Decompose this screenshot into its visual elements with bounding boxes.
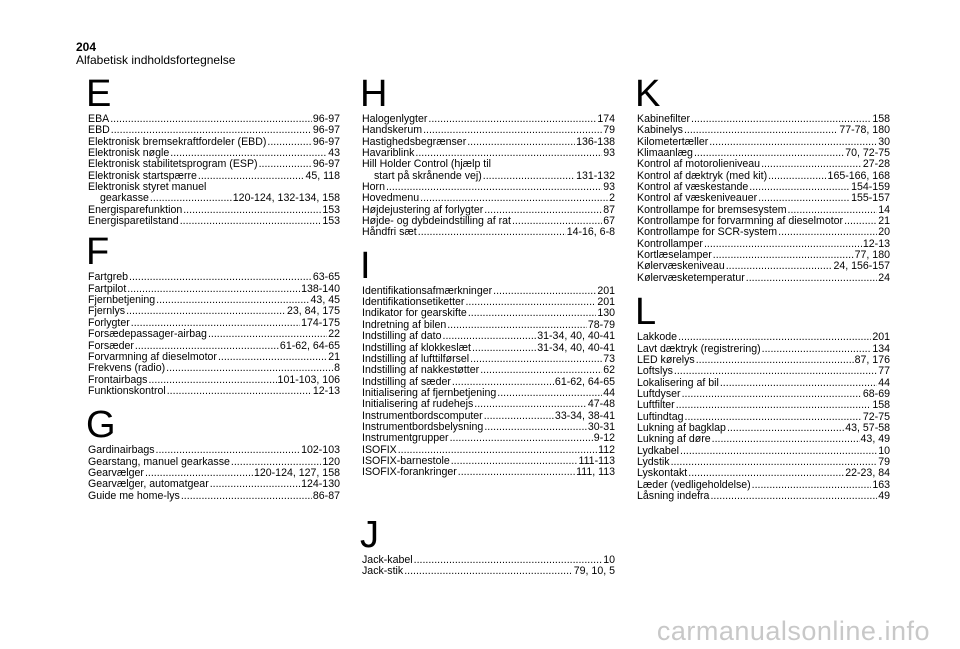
leader-dots xyxy=(712,434,860,445)
entry-pages: 12-13 xyxy=(312,384,340,397)
entry-pages: 43 xyxy=(328,147,340,160)
index-entry xyxy=(637,125,890,136)
entry-list xyxy=(362,286,615,479)
entry-text: gearkasse xyxy=(100,192,149,205)
index-entry xyxy=(88,125,340,136)
entry-text: Initialisering af rudehejs xyxy=(362,398,474,411)
entry-pages: 120-124, 127, 158 xyxy=(253,466,340,479)
leader-dots xyxy=(497,388,602,399)
entry-pages: 130 xyxy=(597,307,615,320)
index-entry xyxy=(88,491,340,502)
index-entry xyxy=(88,479,340,490)
entry-text: ISOFIX-forankringer xyxy=(362,466,457,479)
leader-dots xyxy=(467,137,575,148)
entry-list xyxy=(88,445,340,502)
leader-dots xyxy=(676,400,872,411)
entry-text: Indstilling af dato xyxy=(362,330,442,343)
leader-dots xyxy=(480,365,602,376)
leader-dots xyxy=(423,125,602,136)
entry-pages: 174 xyxy=(597,113,615,125)
entry-list xyxy=(88,114,340,227)
entry-pages: 120 xyxy=(322,455,340,468)
entry-text: Kabinefilter xyxy=(637,113,690,125)
leader-dots xyxy=(484,411,554,422)
leader-dots xyxy=(483,171,575,182)
entry-text: Lukning af døre xyxy=(637,433,711,446)
entry-text: Frontairbags xyxy=(88,373,148,386)
entry-pages: 31-34, 40, 40-41 xyxy=(537,330,615,343)
entry-pages: 96-97 xyxy=(312,158,340,171)
leader-dots xyxy=(110,114,312,125)
index-section-g xyxy=(86,404,340,502)
entry-text: Instrumentgrupper xyxy=(362,432,449,445)
entry-pages: 163 xyxy=(872,478,890,491)
entry-pages: 120-124, 132-134, 158 xyxy=(232,192,340,205)
leader-dots xyxy=(696,355,854,366)
leader-dots xyxy=(465,297,596,308)
entry-text: Kilometertæller xyxy=(637,135,709,148)
index-entry xyxy=(637,400,890,411)
entry-pages: 165-166, 168 xyxy=(827,169,890,182)
entry-pages: 124-130 xyxy=(301,478,340,491)
entry-pages: 101-103, 106 xyxy=(277,373,340,386)
entry-text: LED kørelys xyxy=(637,353,695,366)
entry-text: Kontrollampe for SCR-system xyxy=(637,226,778,239)
leader-dots xyxy=(720,378,877,389)
entry-pages: 158 xyxy=(872,113,890,125)
entry-pages: 31-34, 40, 40-41 xyxy=(537,341,615,354)
leader-dots xyxy=(752,480,872,491)
entry-text: Fjernlys xyxy=(88,305,126,318)
entry-pages: 111, 113 xyxy=(576,466,615,479)
entry-text: Kontrollamper xyxy=(637,237,703,250)
entry-list xyxy=(637,332,890,502)
entry-pages: 20 xyxy=(878,226,890,239)
entry-text: Gardinairbags xyxy=(88,444,155,457)
entry-text: Jack-kabel xyxy=(362,553,413,566)
entry-text: Klimaanlæg xyxy=(637,147,693,160)
index-entry xyxy=(362,365,615,376)
entry-pages: 10 xyxy=(878,444,890,457)
entry-list xyxy=(88,272,340,397)
entry-pages: 12-13 xyxy=(862,237,890,250)
leader-dots xyxy=(727,423,844,434)
entry-text: Gearstang, manuel gearkasse xyxy=(88,455,230,468)
index-entry xyxy=(362,467,615,478)
entry-text: Lydstik xyxy=(637,455,670,468)
entry-pages: 134 xyxy=(872,342,890,355)
entry-pages: 87 xyxy=(603,203,615,216)
entry-pages: 43, 57-58 xyxy=(845,421,890,434)
entry-pages: 14 xyxy=(878,203,890,216)
entry-pages: 43, 45 xyxy=(310,294,340,307)
entry-pages: 63-65 xyxy=(312,271,340,284)
entry-text: Elektronisk nøgle xyxy=(88,147,170,160)
entry-pages: 112 xyxy=(598,443,615,456)
page-header xyxy=(76,41,235,67)
entry-pages: 49 xyxy=(878,489,890,502)
index-entry xyxy=(362,331,615,342)
entry-pages: 78-79 xyxy=(587,318,615,331)
entry-text: start på skrånende vej) xyxy=(374,169,482,182)
section-letter: K xyxy=(635,73,661,115)
index-entry xyxy=(637,468,890,479)
entry-text: Lokalisering af bil xyxy=(637,376,719,389)
entry-pages: 67 xyxy=(603,215,615,228)
leader-dots xyxy=(674,366,877,377)
entry-pages: 87, 176 xyxy=(854,353,890,366)
index-entry xyxy=(88,363,340,374)
entry-pages: 43, 49 xyxy=(860,433,890,446)
leader-dots xyxy=(210,479,300,490)
index-section-e xyxy=(86,73,340,228)
index-entry xyxy=(88,329,340,340)
entry-text: Fjernbetjening xyxy=(88,294,156,307)
entry-pages: 102-103 xyxy=(301,444,340,457)
entry-pages: 96-97 xyxy=(312,113,340,125)
leader-dots xyxy=(688,468,844,479)
entry-pages: 201 xyxy=(872,331,890,344)
entry-text: ISOFIX xyxy=(362,443,397,456)
entry-pages: 23, 84, 175 xyxy=(286,305,340,318)
entry-text: Fartpilot xyxy=(88,282,127,295)
entry-pages: 61-62, 64-65 xyxy=(279,339,340,352)
entry-text: Guide me home-lys xyxy=(88,489,180,502)
index-column-3 xyxy=(635,73,890,502)
entry-text: Funktionskontrol xyxy=(88,384,166,397)
leader-dots xyxy=(458,467,575,478)
leader-dots xyxy=(181,491,312,502)
entry-text: Forlygter xyxy=(88,316,130,329)
entry-text: Elektronisk bremsekraftfordeler (EBD) xyxy=(88,135,267,148)
leader-dots xyxy=(418,227,566,238)
leader-dots xyxy=(468,308,597,319)
leader-dots xyxy=(166,363,333,374)
entry-text: Læder (vedligeholdelse) xyxy=(637,478,751,491)
entry-pages: 62 xyxy=(603,364,615,377)
entry-text: Højde- og dybdeindstilling af rat xyxy=(362,215,511,228)
entry-pages: 79, 10, 5 xyxy=(573,564,615,577)
leader-dots xyxy=(684,125,838,136)
leader-dots xyxy=(111,125,312,136)
entry-text: Elektronisk stabilitetsprogram (ESP) xyxy=(88,158,258,171)
section-letter: J xyxy=(360,513,379,556)
leader-dots xyxy=(768,171,826,182)
entry-pages: 44 xyxy=(603,386,615,399)
entry-pages: 27-28 xyxy=(862,158,890,171)
entry-pages: 21 xyxy=(878,215,890,228)
index-section-h xyxy=(360,73,615,239)
leader-dots xyxy=(259,159,312,170)
entry-pages: 9-12 xyxy=(593,432,615,445)
entry-pages: 73 xyxy=(603,352,615,365)
page-title: Alfabetisk indholdsfortegnelse xyxy=(76,53,236,67)
entry-pages: 131-132 xyxy=(576,169,615,182)
entry-text: Forsæder xyxy=(88,339,134,352)
index-entry xyxy=(637,355,890,366)
index-entry xyxy=(88,445,340,456)
leader-dots xyxy=(450,433,593,444)
index-column-1 xyxy=(86,73,340,502)
entry-text: Kontrollampe for forvarmning af dieselmotor xyxy=(637,215,844,228)
leader-dots xyxy=(218,352,327,363)
entry-text: Havariblink xyxy=(362,147,415,160)
index-entry xyxy=(637,332,890,343)
entry-pages: 111-113 xyxy=(578,454,615,467)
entry-text: Jack-stik xyxy=(362,564,404,577)
leader-dots xyxy=(704,239,862,250)
entry-pages: 138-140 xyxy=(301,282,340,295)
entry-text: Hastighedsbegrænser xyxy=(362,135,467,148)
leader-dots xyxy=(183,205,321,216)
entry-text: Forvarmning af dieselmotor xyxy=(88,350,217,363)
entry-pages: 10 xyxy=(603,553,615,566)
entry-pages: 86-87 xyxy=(312,489,340,502)
section-letter: F xyxy=(86,231,110,274)
entry-text: Kontrol af væskeniveauer xyxy=(637,192,758,205)
entry-pages: 96-97 xyxy=(312,135,340,148)
entry-pages: 33-34, 38-41 xyxy=(554,409,615,422)
entry-text: Kontrol af motorolieniveau xyxy=(637,158,761,171)
index-column-2 xyxy=(360,73,615,577)
index-entry xyxy=(362,433,615,444)
entry-pages: 77-78, 180 xyxy=(839,124,890,137)
entry-text: ISOFIX-barnestole xyxy=(362,454,450,467)
entry-text: Fartgreb xyxy=(88,271,129,284)
entry-text: Indikator for gearskifte xyxy=(362,307,467,320)
entry-pages: 153 xyxy=(322,215,340,228)
entry-pages: 22-23, 84 xyxy=(845,467,890,480)
entry-pages: 79 xyxy=(603,124,615,137)
leader-dots xyxy=(682,389,862,400)
entry-text: Indstilling af sæder xyxy=(362,375,451,388)
entry-text: Højdejustering af forlygter xyxy=(362,203,484,216)
leader-dots xyxy=(451,456,578,467)
entry-pages: 136-138 xyxy=(576,135,615,148)
index-entry xyxy=(362,125,615,136)
entry-text: Indstilling af klokkeslæt xyxy=(362,341,471,354)
leader-dots xyxy=(474,399,587,410)
entry-pages: 22 xyxy=(328,328,340,341)
entry-text: Kontrol af dæktryk (med kit) xyxy=(637,169,768,182)
entry-text: Energisparefunktion xyxy=(88,203,183,216)
entry-text: Elektronisk styret manuel xyxy=(88,181,207,194)
entry-text: Kølervæsketemperatur xyxy=(637,271,745,284)
entry-text: Gearvælger, automatgear xyxy=(88,478,209,491)
entry-text: EBD xyxy=(88,124,110,137)
entry-text: Lydkabel xyxy=(637,444,680,457)
entry-text: Horn xyxy=(362,181,385,194)
index-section-l xyxy=(635,291,890,502)
entry-pages: 68-69 xyxy=(862,387,890,400)
entry-text: Kabinelys xyxy=(637,124,683,137)
entry-pages: 158 xyxy=(872,399,890,412)
entry-text: Initialisering af fjernbetjening xyxy=(362,386,497,399)
entry-pages: 79 xyxy=(878,455,890,468)
index-entry xyxy=(637,366,890,377)
entry-text: Energisparetilstand xyxy=(88,215,179,228)
leader-dots xyxy=(484,422,587,433)
index-entry xyxy=(362,171,615,182)
entry-text: Luftdyser xyxy=(637,387,681,400)
entry-text: Låsning indefra xyxy=(637,489,710,502)
entry-text: Hill Holder Control (hjælp til xyxy=(362,158,491,171)
leader-dots xyxy=(746,273,877,284)
entry-pages: 93 xyxy=(603,147,615,160)
leader-dots xyxy=(180,216,322,227)
entry-pages: 24 xyxy=(878,271,890,284)
index-entry xyxy=(88,216,340,227)
entry-text: Gearvælger xyxy=(88,466,144,479)
entry-pages: 93 xyxy=(603,181,615,194)
entry-pages: 61-62, 64-65 xyxy=(554,375,615,388)
entry-pages: 24, 156-157 xyxy=(833,260,890,273)
section-letter: I xyxy=(360,244,371,287)
entry-text: Halogenlygter xyxy=(362,113,428,125)
index-entry xyxy=(637,491,890,502)
entry-pages: 77 xyxy=(878,365,890,378)
entry-pages: 30 xyxy=(878,135,890,148)
entry-text: Identifikationsafmærkninger xyxy=(362,284,493,297)
section-letter: H xyxy=(360,73,388,115)
index-entry xyxy=(637,273,890,284)
index-entry xyxy=(362,227,615,238)
leader-dots xyxy=(680,446,877,457)
entry-text: Kølervæskeniveau xyxy=(637,260,725,273)
entry-pages: 96-97 xyxy=(312,124,340,137)
entry-text: Hovedmenu xyxy=(362,192,420,205)
entry-pages: 174-175 xyxy=(301,316,340,329)
leader-dots xyxy=(126,306,286,317)
leader-dots xyxy=(167,386,312,397)
section-letter: E xyxy=(86,73,112,115)
entry-text: Handskerum xyxy=(362,124,423,137)
entry-text: Luftfilter xyxy=(637,399,675,412)
section-letter: L xyxy=(635,291,657,334)
leader-dots xyxy=(493,286,596,297)
entry-text: Lukning af bagklap xyxy=(637,421,726,434)
leader-dots xyxy=(472,343,536,354)
entry-pages: 153 xyxy=(322,203,340,216)
page-number: 204 xyxy=(76,40,97,54)
index-entry xyxy=(362,399,615,410)
index-entry xyxy=(88,114,340,125)
leader-dots xyxy=(470,354,602,365)
entry-pages: 47-48 xyxy=(587,398,615,411)
entry-pages: 201 xyxy=(597,296,615,309)
entry-text: Luftindtag xyxy=(637,410,684,423)
leader-dots xyxy=(443,331,537,342)
entry-text: Indstilling af nakkestøtter xyxy=(362,364,480,377)
leader-dots xyxy=(428,114,596,125)
leader-dots xyxy=(844,216,877,227)
entry-text: Identifikationsetiketter xyxy=(362,296,465,309)
watermark-text: carmanualsonline.info xyxy=(656,616,930,646)
index-entry xyxy=(637,434,890,445)
index-section-j xyxy=(360,513,615,578)
leader-dots xyxy=(678,332,871,343)
leader-dots xyxy=(148,375,276,386)
leader-dots xyxy=(156,445,301,456)
entry-list xyxy=(362,555,615,578)
entry-text: Instrumentbordsbelysning xyxy=(362,420,484,433)
entry-text: EBA xyxy=(88,113,110,125)
entry-text: Forsædepassager-airbag xyxy=(88,328,207,341)
entry-text: Lakkode xyxy=(637,331,678,344)
leader-dots xyxy=(710,491,877,502)
index-entry xyxy=(88,386,340,397)
entry-text: Håndfri sæt xyxy=(362,226,417,239)
leader-dots xyxy=(208,329,327,340)
entry-pages: 70, 72-75 xyxy=(845,147,890,160)
entry-text: Kontrol af væskestande xyxy=(637,181,749,194)
entry-text: Instrumentbordscomputer xyxy=(362,409,483,422)
entry-list xyxy=(637,114,890,284)
entry-text: Indstilling af lufttilførsel xyxy=(362,352,470,365)
index-entry xyxy=(637,446,890,457)
entry-text: Loftslys xyxy=(637,365,673,378)
index-entry xyxy=(362,566,615,577)
section-letter: G xyxy=(86,404,116,447)
leader-dots xyxy=(129,272,312,283)
index-section-k xyxy=(635,73,890,284)
entry-text: Elektronisk startspærre xyxy=(88,169,197,182)
entry-text: Frekvens (radio) xyxy=(88,362,166,375)
entry-pages: 44 xyxy=(878,376,890,389)
entry-pages: 14-16, 6-8 xyxy=(566,226,615,239)
leader-dots xyxy=(749,182,850,193)
entry-pages: 154-159 xyxy=(851,181,890,194)
entry-pages: 2 xyxy=(609,192,615,205)
entry-pages: 155-157 xyxy=(851,192,890,205)
index-section-i xyxy=(360,244,615,479)
leader-dots xyxy=(404,566,573,577)
entry-text: Lyskontakt xyxy=(637,467,688,480)
index-section-f xyxy=(86,231,340,397)
entry-text: Indretning af bilen xyxy=(362,318,447,331)
entry-pages: 201 xyxy=(597,284,615,297)
entry-text: Kontrollampe for bremsesystem xyxy=(637,203,787,216)
entry-text: Lavt dæktryk (registrering) xyxy=(637,342,761,355)
entry-text: Kortlæselamper xyxy=(637,249,712,262)
leader-dots xyxy=(198,171,305,182)
entry-pages: 45, 118 xyxy=(305,169,340,182)
leader-dots xyxy=(267,137,312,148)
entry-pages: 21 xyxy=(328,350,340,363)
entry-pages: 77, 180 xyxy=(854,249,890,262)
entry-pages: 30-31 xyxy=(587,420,615,433)
entry-pages: 72-75 xyxy=(862,410,890,423)
entry-list xyxy=(362,114,615,239)
entry-pages: 8 xyxy=(334,362,340,375)
